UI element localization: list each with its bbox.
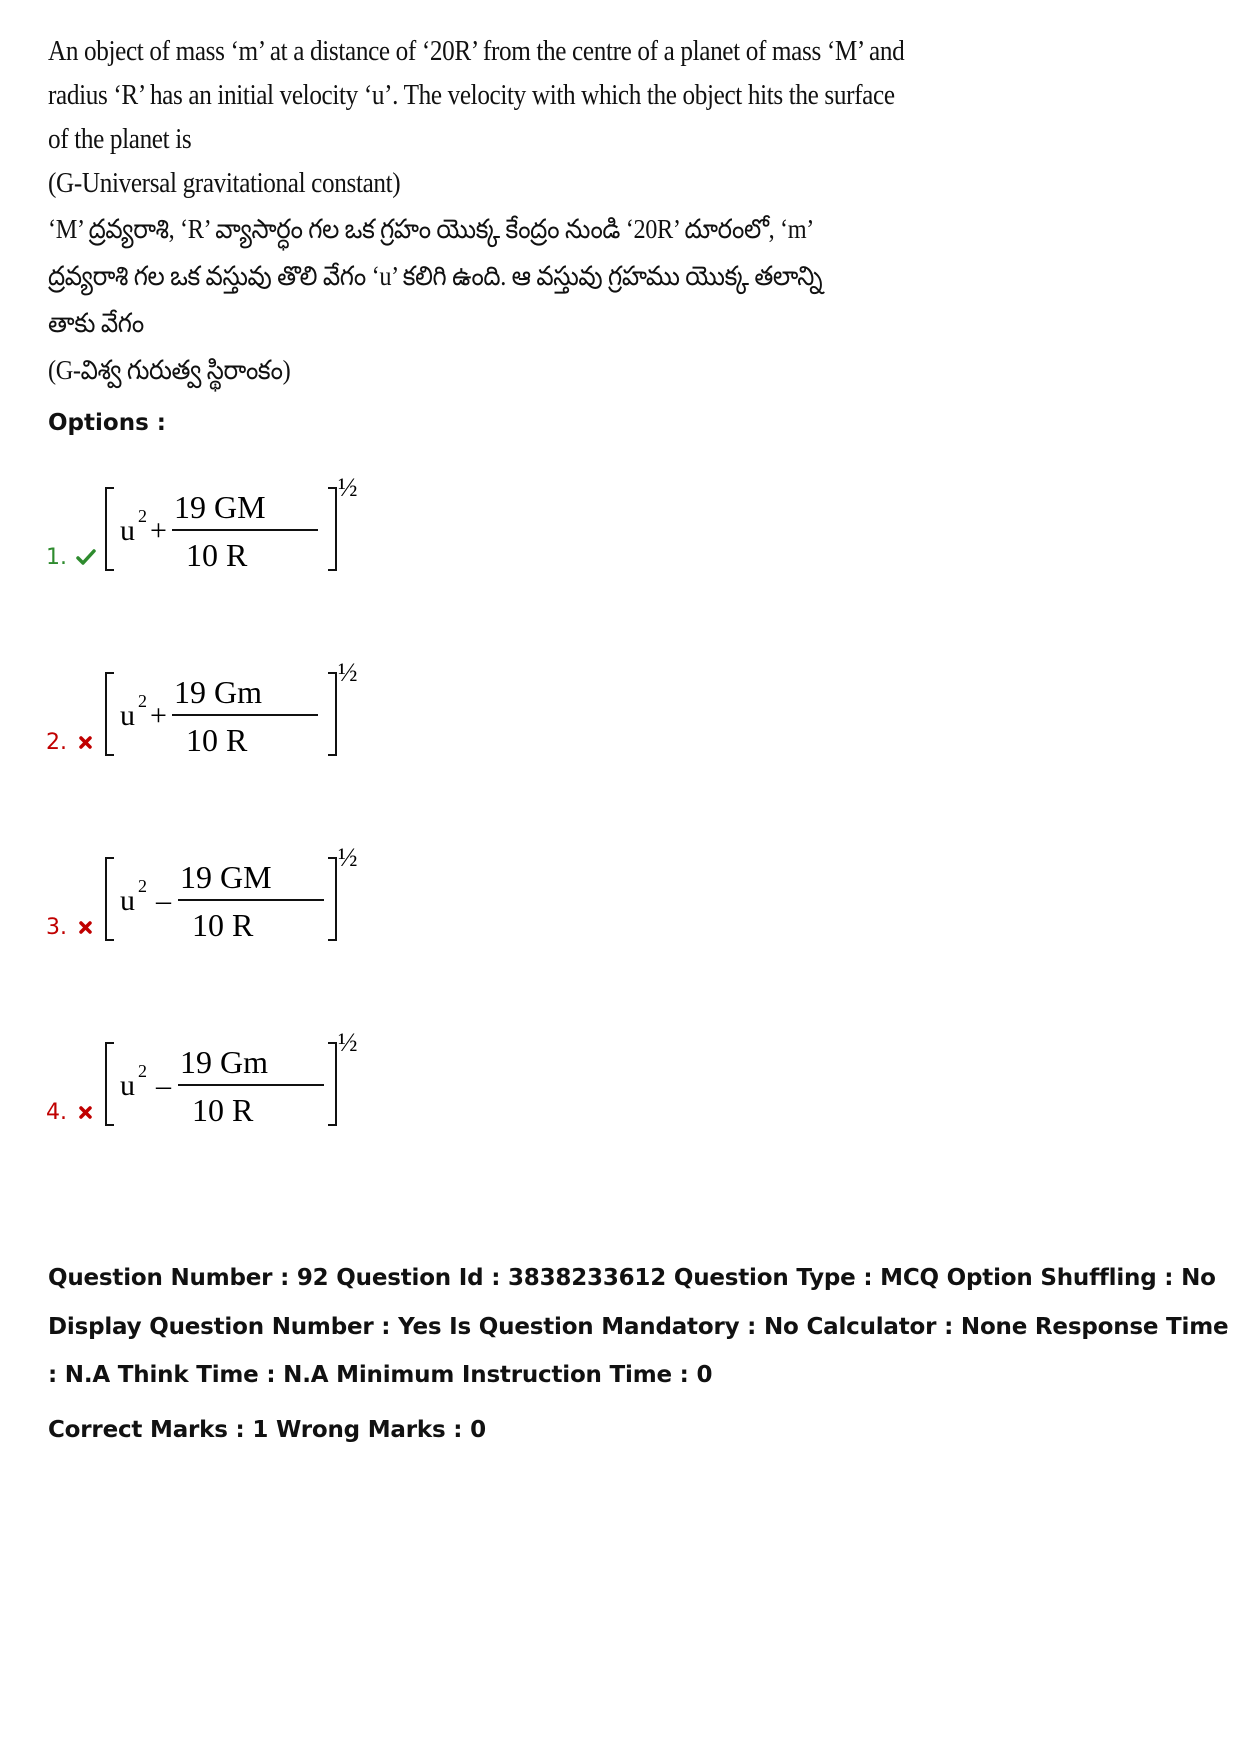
question-line-en: (G-Universal gravitational constant) — [48, 168, 401, 199]
option-number: 3. — [46, 915, 67, 940]
option-formula — [104, 655, 384, 765]
option-number: 4. — [46, 1100, 67, 1125]
option-2[interactable] — [46, 655, 446, 765]
formula-power: ½ — [338, 658, 358, 687]
formula-term: u — [120, 884, 135, 917]
cross-icon — [76, 733, 96, 751]
left-bracket — [106, 1043, 114, 1125]
option-number: 1. — [46, 545, 67, 570]
option-number: 2. — [46, 730, 67, 755]
cross-icon — [76, 1103, 96, 1121]
formula-operator: – — [156, 884, 171, 917]
formula-term: u — [120, 699, 135, 732]
question-line-te: ద్రవ్యరాశి గల ఒక వస్తువు తొలి వేగం ‘u’ కలిగి ఉంది. ఆ వస్తువు గ్రహము యొక్క తలాన్ని — [48, 261, 823, 291]
question-line-te: తాకు వేగం — [48, 308, 144, 338]
formula-numerator: 19 GM — [174, 489, 266, 525]
formula-exponent: 2 — [138, 1061, 147, 1081]
option-1[interactable] — [46, 470, 446, 580]
question-meta-line: Question Number : 92 Question Id : 3838233612 Question Type : MCQ Option Shuffling : No — [48, 1265, 1216, 1291]
right-bracket — [328, 673, 336, 755]
formula-power: ½ — [338, 1028, 358, 1057]
formula-numerator: 19 Gm — [174, 674, 262, 710]
formula-exponent: 2 — [138, 876, 147, 896]
question-meta-line: Display Question Number : Yes Is Question Mandatory : No Calculator : None Response Time — [48, 1314, 1229, 1340]
question-meta-line: : N.A Think Time : N.A Minimum Instruction Time : 0 — [48, 1362, 713, 1388]
question-line-en: of the planet is — [48, 124, 192, 155]
formula-numerator: 19 GM — [180, 859, 272, 895]
question-line-te: ‘M’ ద్రవ్యరాశి, ‘R’ వ్యాసార్ధం గల ఒక గ్రహం యొక్క కేంద్రం నుండి ‘20R’ దూరంలో, ‘m’ — [48, 214, 815, 244]
formula-denominator: 10 R — [186, 722, 248, 758]
right-bracket — [328, 858, 336, 940]
option-formula — [104, 840, 384, 950]
formula-power: ½ — [338, 843, 358, 872]
formula-denominator: 10 R — [192, 907, 254, 943]
options-label: Options : — [48, 410, 166, 436]
option-formula — [104, 1025, 384, 1135]
formula-operator: + — [150, 514, 167, 547]
formula-term: u — [120, 514, 135, 547]
option-formula — [104, 470, 384, 580]
formula-numerator: 19 Gm — [180, 1044, 268, 1080]
formula-power: ½ — [338, 473, 358, 502]
left-bracket — [106, 488, 114, 570]
formula-operator: – — [156, 1069, 171, 1102]
option-4[interactable] — [46, 1025, 446, 1135]
question-text — [48, 30, 948, 394]
cross-icon — [76, 918, 96, 936]
question-line-en: radius ‘R’ has an initial velocity ‘u’. The velocity with which the object hits the surface — [48, 80, 895, 111]
check-icon — [76, 548, 96, 566]
formula-operator: + — [150, 699, 167, 732]
right-bracket — [328, 488, 336, 570]
formula-denominator: 10 R — [192, 1092, 254, 1128]
left-bracket — [106, 673, 114, 755]
right-bracket — [328, 1043, 336, 1125]
option-3[interactable] — [46, 840, 446, 950]
formula-term: u — [120, 1069, 135, 1102]
question-line-te: (G-విశ్వ గురుత్వ స్థిరాంకం) — [48, 355, 291, 385]
left-bracket — [106, 858, 114, 940]
formula-exponent: 2 — [138, 506, 147, 526]
question-line-en: An object of mass ‘m’ at a distance of ‘20R’ from the centre of a planet of mass ‘M’ and — [48, 36, 905, 67]
formula-denominator: 10 R — [186, 537, 248, 573]
formula-exponent: 2 — [138, 691, 147, 711]
marks-line: Correct Marks : 1 Wrong Marks : 0 — [48, 1417, 486, 1443]
